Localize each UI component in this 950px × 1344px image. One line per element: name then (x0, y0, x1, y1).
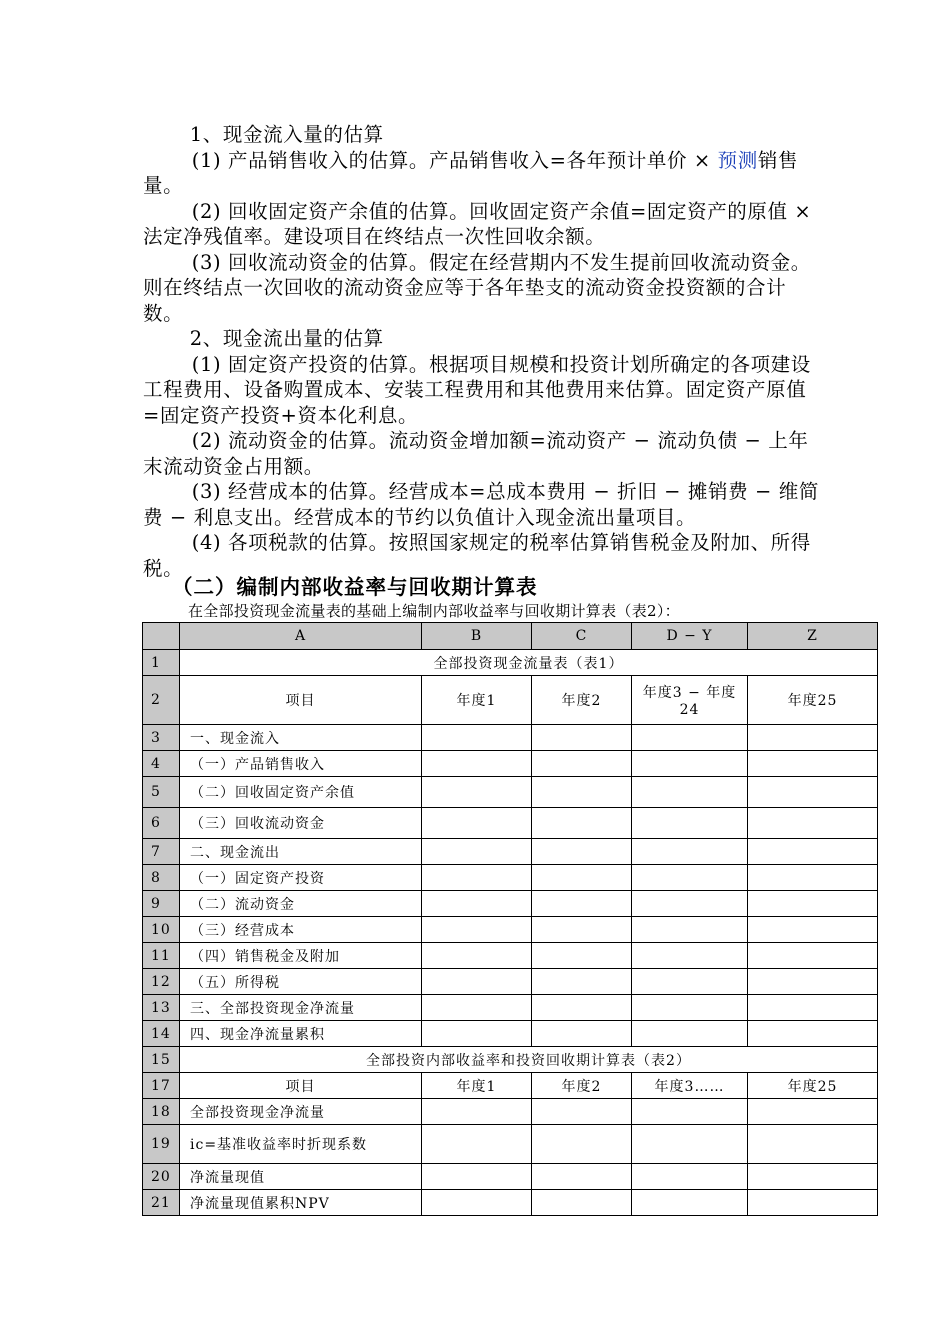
cell-a[interactable]: 全部投资现金净流量 (180, 1099, 422, 1125)
cell-c[interactable] (532, 943, 632, 969)
cell-z[interactable] (748, 1164, 878, 1190)
para-fixed-asset-residual: (2) 回收固定资产余值的估算。回收固定资产余值=固定资产的原值 × 法定净残值率。建设项目在终结点一次性回收余额。 (143, 199, 812, 248)
spreadsheet-table (142, 622, 878, 1216)
table-row (143, 725, 878, 751)
cell-c[interactable] (532, 1164, 632, 1190)
cell-d[interactable] (632, 1125, 748, 1164)
cell-c[interactable] (532, 777, 632, 808)
section-title: （二）编制内部收益率与回收期计算表 (172, 575, 538, 599)
cell-d[interactable] (632, 1099, 748, 1125)
cell-d[interactable] (632, 943, 748, 969)
cell-b[interactable] (422, 865, 532, 891)
table-row (143, 676, 878, 725)
cell-b[interactable] (422, 751, 532, 777)
cell-d[interactable] (632, 995, 748, 1021)
forecast-link[interactable]: 预测 (717, 148, 758, 172)
cell-z[interactable] (748, 969, 878, 995)
cell-b[interactable]: 年度1 (422, 676, 532, 725)
row-number[interactable]: 14 (143, 1021, 180, 1047)
row-number[interactable]: 20 (143, 1164, 180, 1190)
heading-cash-inflow: 1、现金流入量的估算 (189, 123, 384, 146)
row-number[interactable]: 12 (143, 969, 180, 995)
cell-a[interactable]: （一）固定资产投资 (180, 865, 422, 891)
row-number[interactable]: 4 (143, 751, 180, 777)
table-row (143, 839, 878, 865)
cell-a[interactable]: （三）回收流动资金 (180, 808, 422, 839)
cell-z[interactable] (748, 725, 878, 751)
cell-z[interactable] (748, 777, 878, 808)
row-number[interactable]: 2 (143, 676, 180, 725)
cell-b[interactable] (422, 1164, 532, 1190)
cell-z[interactable]: 年度25 (748, 676, 878, 725)
cell-a[interactable]: （四）销售税金及附加 (180, 943, 422, 969)
cell-d[interactable] (632, 725, 748, 751)
para-working-capital-recovery: (3) 回收流动资金的估算。假定在经营期内不发生提前回收流动资金。则在终结点一次回收的流动资金应等于各年垫支的流动资金投资额的合计数。 (143, 250, 811, 325)
cell-b[interactable] (422, 1190, 532, 1216)
column-header-c[interactable]: C (532, 623, 632, 650)
row-number[interactable]: 3 (143, 725, 180, 751)
cell-b[interactable] (422, 1021, 532, 1047)
column-header-z[interactable]: Z (748, 623, 878, 650)
cell-a[interactable]: 一、现金流入 (180, 725, 422, 751)
table-row (143, 808, 878, 839)
column-header-a[interactable]: A (180, 623, 422, 650)
cell-c[interactable] (532, 969, 632, 995)
para-taxes: (4) 各项税款的估算。按照国家规定的税率估算销售税金及附加、所得税。 (143, 531, 811, 580)
cell-a[interactable]: （五）所得税 (180, 969, 422, 995)
cell-c[interactable]: 年度2 (532, 1073, 632, 1099)
cell-a[interactable]: 项目 (180, 676, 422, 725)
row-number[interactable]: 19 (143, 1125, 180, 1164)
table-row (143, 917, 878, 943)
cell-z[interactable] (748, 751, 878, 777)
cell-b[interactable] (422, 917, 532, 943)
cell-a[interactable]: 净流量现值累积NPV (180, 1190, 422, 1216)
cell-a[interactable]: 三、全部投资现金净流量 (180, 995, 422, 1021)
cell-a[interactable]: （三）经营成本 (180, 917, 422, 943)
cell-c[interactable] (532, 1190, 632, 1216)
column-header-d-y[interactable]: D − Y (632, 623, 748, 650)
cell-d[interactable] (632, 865, 748, 891)
cell-c[interactable] (532, 1099, 632, 1125)
cell-b[interactable] (422, 969, 532, 995)
table-row (143, 1099, 878, 1125)
row-number[interactable]: 18 (143, 1099, 180, 1125)
cell-z[interactable] (748, 839, 878, 865)
cell-z[interactable] (748, 891, 878, 917)
cell-c[interactable] (532, 1021, 632, 1047)
row-number[interactable]: 17 (143, 1073, 180, 1099)
para-operating-cost: (3) 经营成本的估算。经营成本=总成本费用 − 折旧 − 摊销费 − 维简费 − 利息支出。经营成本的节约以负值计入现金流出量项目。 (143, 480, 819, 529)
para-text: 销售量。 (143, 148, 799, 197)
table-row (143, 1164, 878, 1190)
cell-b[interactable] (422, 891, 532, 917)
row-number[interactable]: 9 (143, 891, 180, 917)
heading-cash-outflow: 2、现金流出量的估算 (189, 327, 384, 350)
cell-z[interactable] (748, 1125, 878, 1164)
cell-d[interactable] (632, 969, 748, 995)
table-row (143, 1047, 878, 1073)
cell-d[interactable] (632, 1164, 748, 1190)
body-text (143, 122, 823, 581)
cell-c[interactable] (532, 917, 632, 943)
table-row (143, 751, 878, 777)
cell-d[interactable] (632, 777, 748, 808)
cell-c[interactable] (532, 995, 632, 1021)
cell-a[interactable]: 二、现金流出 (180, 839, 422, 865)
cell-a[interactable]: （一）产品销售收入 (180, 751, 422, 777)
cell-z[interactable]: 年度25 (748, 1073, 878, 1099)
cell-c[interactable]: 年度2 (532, 676, 632, 725)
table-row (143, 1073, 878, 1099)
table-row (143, 969, 878, 995)
cell-b[interactable] (422, 1125, 532, 1164)
cell-d[interactable]: 年度3…… (632, 1073, 748, 1099)
table-row (143, 1125, 878, 1164)
cell-d[interactable] (632, 808, 748, 839)
cell-b[interactable]: 年度1 (422, 1073, 532, 1099)
row-number[interactable]: 11 (143, 943, 180, 969)
cell-b[interactable] (422, 995, 532, 1021)
table-row (143, 1021, 878, 1047)
table-row (143, 650, 878, 676)
cell-z[interactable] (748, 1099, 878, 1125)
cell-d[interactable] (632, 1021, 748, 1047)
row-number[interactable]: 15 (143, 1047, 180, 1073)
cell-a[interactable]: 四、现金净流量累积 (180, 1021, 422, 1047)
cell-c[interactable] (532, 839, 632, 865)
table2-title[interactable]: 全部投资内部收益率和投资回收期计算表（表2） (180, 1047, 878, 1073)
row-number[interactable]: 6 (143, 808, 180, 839)
table-row (143, 943, 878, 969)
row-number[interactable]: 21 (143, 1190, 180, 1216)
cell-c[interactable] (532, 751, 632, 777)
cell-a[interactable]: ic=基准收益率时折现系数 (180, 1125, 422, 1164)
column-header-b[interactable]: B (422, 623, 532, 650)
cell-c[interactable] (532, 891, 632, 917)
cell-d[interactable] (632, 839, 748, 865)
cell-z[interactable] (748, 865, 878, 891)
row-number[interactable]: 7 (143, 839, 180, 865)
cell-a[interactable]: 净流量现值 (180, 1164, 422, 1190)
cell-z[interactable] (748, 1021, 878, 1047)
row-number[interactable]: 8 (143, 865, 180, 891)
cell-z[interactable] (748, 808, 878, 839)
corner-cell[interactable] (143, 623, 180, 650)
table-row (143, 1190, 878, 1216)
cell-d[interactable] (632, 917, 748, 943)
cell-b[interactable] (422, 725, 532, 751)
section-intro: 在全部投资现金流量表的基础上编制内部收益率与回收期计算表（表2）： (188, 602, 680, 620)
para-working-capital: (2) 流动资金的估算。流动资金增加额=流动资产 − 流动负债 − 上年末流动资金占用额。 (143, 429, 809, 478)
cell-b[interactable] (422, 839, 532, 865)
table-row (143, 865, 878, 891)
cell-b[interactable] (422, 943, 532, 969)
cell-z[interactable] (748, 995, 878, 1021)
cell-d[interactable] (632, 891, 748, 917)
para-sales-revenue (143, 148, 823, 199)
cell-b[interactable] (422, 808, 532, 839)
cell-a[interactable]: （二）流动资金 (180, 891, 422, 917)
cell-z[interactable] (748, 917, 878, 943)
cell-b[interactable] (422, 777, 532, 808)
cell-d[interactable]: 年度3 − 年度24 (632, 676, 748, 725)
table-row (143, 777, 878, 808)
cell-c[interactable] (532, 725, 632, 751)
cell-c[interactable] (532, 865, 632, 891)
cell-c[interactable] (532, 808, 632, 839)
cell-b[interactable] (422, 1099, 532, 1125)
row-number[interactable]: 13 (143, 995, 180, 1021)
cell-a[interactable]: 项目 (180, 1073, 422, 1099)
cell-z[interactable] (748, 1190, 878, 1216)
para-text: (1) 产品销售收入的估算。产品销售收入=各年预计单价 × (191, 148, 718, 172)
table1-title[interactable]: 全部投资现金流量表（表1） (180, 650, 878, 676)
cell-c[interactable] (532, 1125, 632, 1164)
table-row (143, 891, 878, 917)
row-number[interactable]: 10 (143, 917, 180, 943)
cell-z[interactable] (748, 943, 878, 969)
column-header-row (143, 623, 878, 650)
cell-a[interactable]: （二）回收固定资产余值 (180, 777, 422, 808)
cell-d[interactable] (632, 1190, 748, 1216)
cell-d[interactable] (632, 751, 748, 777)
table-row (143, 995, 878, 1021)
para-fixed-asset-investment: (1) 固定资产投资的估算。根据项目规模和投资计划所确定的各项建设工程费用、设备购置成本、安装工程费用和其他费用来估算。固定资产原值=固定资产投资+资本化利息。 (143, 352, 811, 427)
row-number[interactable]: 5 (143, 777, 180, 808)
row-number[interactable]: 1 (143, 650, 180, 676)
